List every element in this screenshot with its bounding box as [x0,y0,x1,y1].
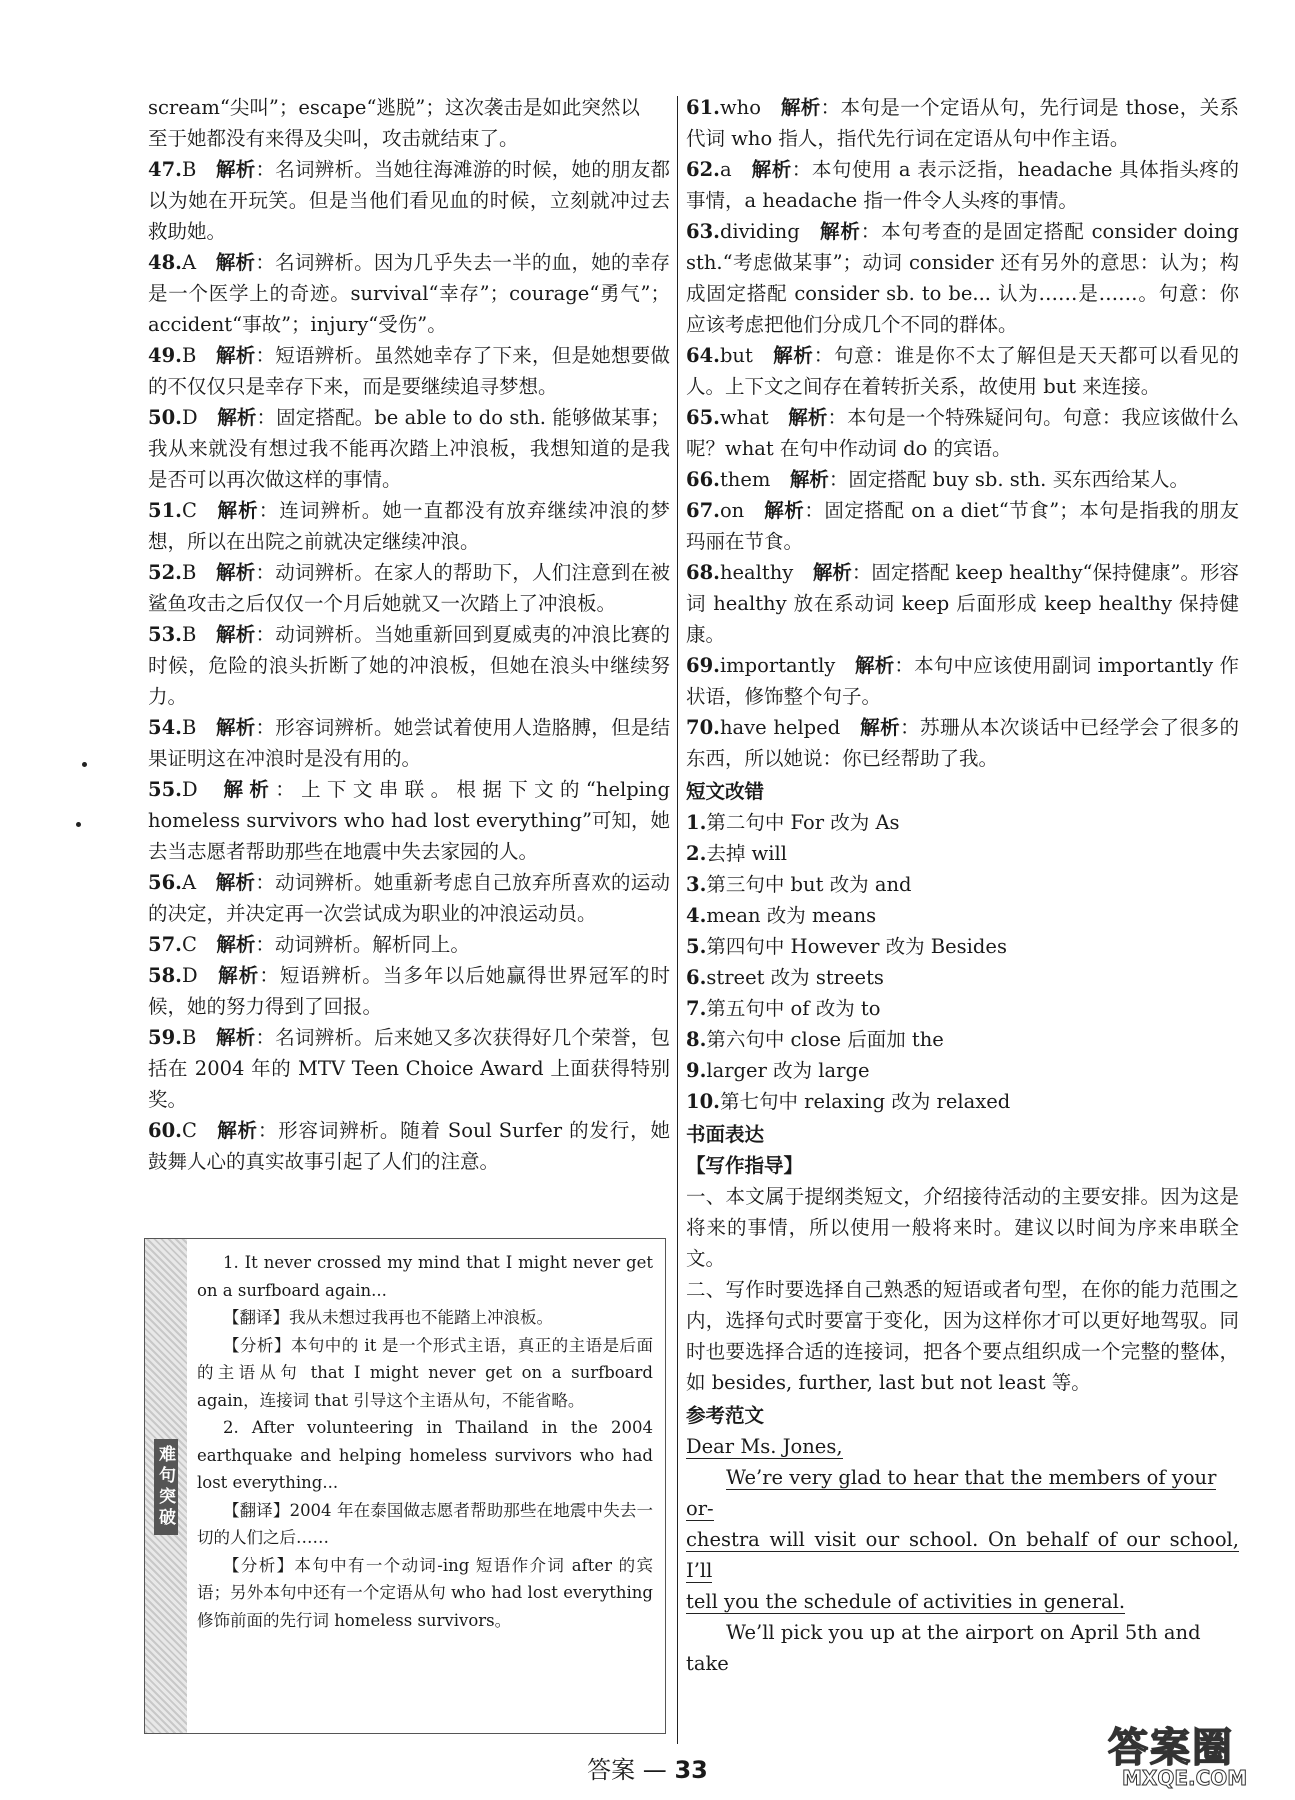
item-analysis-label: 解析 [763,499,805,522]
column-divider [677,96,678,1744]
answer-item [148,774,670,867]
right-column [686,92,1239,1679]
item-number: 62. [686,158,720,181]
correction-item [686,1024,1239,1055]
box-content [197,1249,653,1634]
correction-item [686,900,1239,931]
item-number: 55. [148,778,182,801]
box-sentence-2: 2. After volunteering in Thailand in the 2004 earthquake and helping homeless survivors who had lost everything... [197,1418,653,1492]
item-analysis-label: 解析 [215,561,256,584]
item-analysis-text: ：名词辨析。当她往海滩游的时候，她的朋友都以为她在开玩笑。但是当他们看见血的时候，立刻就冲过去救助她。 [148,158,670,243]
item-answer: healthy [719,561,794,584]
item-number: 64. [686,344,720,367]
item-analysis-label: 解析 [859,716,901,739]
answer-item [686,216,1239,340]
item-number: 52. [148,561,182,584]
item-analysis-text: ：上下文串联。根据下文的“helping homeless survivors who had lost everything”可知，她去当志愿者帮助那些在地震中失去家园的人。 [148,778,670,863]
item-analysis-text: ：名词辨析。后来她又多次获得好几个荣誉，包括在 2004 年的 MTV Teen Choice Award 上面获得特别奖。 [148,1026,670,1111]
answer-item [686,557,1239,650]
answer-item [686,154,1239,216]
correction-text: 第七句中 relaxing 改为 relaxed [719,1090,1011,1113]
correction-number: 9. [686,1059,707,1082]
item-answer: B [181,158,197,181]
box-translation-1: 【翻译】我从未想过我再也不能踏上冲浪板。 [223,1308,553,1327]
item-analysis-text: ：本句使用 a 表示泛指，headache 具体指头疼的事情，a headache 指一件令人头疼的事情。 [686,158,1239,212]
item-answer: C [181,1119,197,1142]
correction-text: street 改为 streets [706,966,884,989]
item-analysis-label: 解析 [217,778,276,801]
correction-item [686,807,1239,838]
left-answer-list [148,154,670,1177]
essay-line-text: chestra will visit our school. On behalf of our school, I’ll [686,1528,1239,1582]
page-footer [0,1750,1295,1785]
correction-item [686,993,1239,1024]
answer-item [148,929,670,960]
essay-line-text: tell you the schedule of activities in general. [686,1590,1126,1613]
essay-line [686,1524,1239,1586]
item-answer: B [181,344,197,367]
answer-item [148,557,670,619]
item-answer: a [719,158,732,181]
answer-item [148,712,670,774]
item-analysis-text: ：句意：谁是你不太了解但是天天都可以看见的人。上下文之间存在着转折关系，故使用 but 来连接。 [686,344,1239,398]
answer-item [686,464,1239,495]
answer-item [148,402,670,495]
item-analysis-text: ：本句是一个特殊疑问句。句意：我应该做什么呢？what 在句中作动词 do 的宾语。 [686,406,1239,460]
item-analysis-text: ：本句考查的是固定搭配 consider doing sth.“考虑做某事”；动词 consider 还有另外的意思：认为；构成固定搭配 consider sb. to be... 认为……是……。句意：你应该考虑把他们分成几个不同的群体。 [686,220,1239,336]
guide-paragraph: 一、本文属于提纲类短文，介绍接待活动的主要安排。因为这是将来的事情，所以使用一般将来时。建议以时间为序来串联全文。 [686,1185,1239,1270]
correction-number: 8. [686,1028,707,1051]
essay-line [686,1586,1239,1617]
item-number: 49. [148,344,182,367]
essay-line [686,1462,1239,1524]
item-analysis-text: ：动词辨析。当她重新回到夏威夷的冲浪比赛的时候，危险的浪头折断了她的冲浪板，但她在浪头中继续努力。 [148,623,670,708]
item-analysis-label: 解析 [789,468,829,491]
guide-tag: 【写作指导】 [686,1154,804,1177]
item-answer: on [719,499,745,522]
answer-item [686,402,1239,464]
correction-text: mean 改为 means [706,904,877,927]
box-label: 难句突破 [154,1439,178,1535]
item-answer: who [719,96,761,119]
item-answer: what [719,406,769,429]
item-analysis-label: 解析 [780,96,821,119]
item-answer: C [181,933,197,956]
answer-item [686,340,1239,402]
item-answer: D [181,964,198,987]
correction-number: 6. [686,966,707,989]
box-sentence-1: 1. It never crossed my mind that I might never get on a surfboard again... [197,1253,653,1300]
answer-item [148,619,670,712]
correction-text: 第二句中 For 改为 As [706,811,900,834]
correction-text: 第四句中 However 改为 Besides [706,935,1007,958]
margin-dot [82,762,87,767]
answer-item [686,92,1239,154]
item-number: 56. [148,871,182,894]
item-answer: have helped [719,716,841,739]
item-analysis-text: ：苏珊从本次谈话中已经学会了很多的东西，所以她说：你已经帮助了我。 [686,716,1239,770]
item-answer: B [181,716,197,739]
correction-number: 7. [686,997,707,1020]
item-number: 53. [148,623,182,646]
correction-number: 1. [686,811,707,834]
correction-text: larger 改为 large [706,1059,870,1082]
correction-number: 2. [686,842,707,865]
item-answer: B [181,623,197,646]
item-number: 66. [686,468,720,491]
item-analysis-text: ：连词辨析。她一直都没有放弃继续冲浪的梦想，所以在出院之前就决定继续冲浪。 [148,499,670,553]
item-analysis-label: 解析 [216,933,256,956]
item-number: 68. [686,561,720,584]
answer-item [148,154,670,247]
correction-number: 4. [686,904,707,927]
answer-item [686,712,1239,774]
item-analysis-label: 解析 [216,1119,258,1142]
intro-line: 至于她都没有来得及尖叫，攻击就结束了。 [148,127,519,150]
sample-title: 参考范文 [686,1404,765,1427]
correction-number: 5. [686,935,707,958]
item-analysis-label: 解析 [751,158,792,181]
item-number: 47. [148,158,182,181]
correction-title: 短文改错 [686,780,765,803]
item-answer: B [181,1026,197,1049]
item-analysis-label: 解析 [215,1026,256,1049]
box-analysis-1: 【分析】本句中的 it 是一个形式主语，真正的主语是后面的主语从句 that I might never get on a surfboard again，连接词 that 引导这个主语从句，不能省略。 [197,1335,653,1410]
item-analysis-text: ：动词辨析。解析同上。 [255,933,470,956]
answer-item [148,867,670,929]
item-analysis-text: ：名词辨析。因为几乎失去一半的血，她的幸存是一个医学上的奇迹。survival“幸存”；courage“勇气”；accident“事故”；injury“受伤”。 [148,251,670,336]
item-answer: D [181,406,198,429]
page-number: 33 [674,1756,708,1784]
item-analysis-text: ：固定搭配。be able to do sth. 能够做某事；我从来就没有想过我不能再次踏上冲浪板，我想知道的是我是否可以再次做这样的事情。 [148,406,670,491]
item-analysis-label: 解析 [217,406,257,429]
item-analysis-text: ：本句中应该使用副词 importantly 作状语，修饰整个句子。 [686,654,1239,708]
item-analysis-label: 解析 [215,623,256,646]
item-number: 65. [686,406,720,429]
watermark-url: MXQE.COM [1122,1766,1248,1790]
salutation-text: Dear Ms. Jones, [686,1435,843,1458]
item-analysis-label: 解析 [216,499,259,522]
item-analysis-label: 解析 [215,344,256,367]
item-answer: but [719,344,753,367]
item-number: 58. [148,964,182,987]
answer-item [148,1115,670,1177]
essay-last-line: We’ll pick you up at the airport on April 5th and take [686,1621,1201,1675]
answer-item [148,247,670,340]
item-number: 51. [148,499,182,522]
item-answer: A [181,251,197,274]
item-number: 57. [148,933,182,956]
footer-dash: — [642,1756,667,1784]
item-number: 48. [148,251,182,274]
margin-dot [76,822,81,827]
item-analysis-label: 解析 [217,964,260,987]
writing-title: 书面表达 [686,1123,765,1146]
item-analysis-text: ：形容词辨析。随着 Soul Surfer 的发行，她鼓舞人心的真实故事引起了人们的注意。 [148,1119,670,1173]
correction-item [686,962,1239,993]
item-analysis-label: 解析 [812,561,852,584]
box-translation-2: 【翻译】2004 年在泰国做志愿者帮助那些在地震中失去一切的人们之后…… [197,1500,653,1547]
watermark-logo [1108,1716,1278,1794]
item-number: 67. [686,499,720,522]
item-analysis-text: ：本句是一个定语从句，先行词是 those，关系代词 who 指人，指代先行词在定语从句中作主语。 [686,96,1239,150]
item-number: 63. [686,220,720,243]
left-column [148,92,670,1177]
item-number: 60. [148,1119,182,1142]
item-number: 69. [686,654,720,677]
right-answer-list [686,92,1239,774]
footer-label: 答案 [587,1756,636,1784]
box-analysis-2: 【分析】本句中有一个动词-ing 短语作介词 after 的宾语；另外本句中还有一个定语从句 who had lost everything 修饰前面的先行词 homeless survivors。 [197,1555,653,1630]
item-analysis-label: 解析 [215,716,256,739]
correction-text: 第五句中 of 改为 to [706,997,881,1020]
correction-item [686,931,1239,962]
correction-text: 第三句中 but 改为 and [706,873,912,896]
item-answer: C [181,499,197,522]
item-answer: B [181,561,197,584]
item-analysis-label: 解析 [772,344,814,367]
correction-text: 去掉 will [706,842,787,865]
item-analysis-label: 解析 [215,871,256,894]
correction-item [686,1086,1239,1117]
item-answer: D [181,778,198,801]
correction-text: 第六句中 close 后面加 the [706,1028,944,1051]
item-answer: A [181,871,197,894]
item-number: 61. [686,96,720,119]
difficult-sentence-box [144,1238,666,1734]
item-analysis-label: 解析 [215,158,256,181]
item-number: 50. [148,406,182,429]
correction-item [686,838,1239,869]
item-analysis-text: ：固定搭配 on a diet“节食”；本句是指我的朋友玛丽在节食。 [686,499,1239,553]
item-number: 70. [686,716,720,739]
intro-line: scream“尖叫”；escape“逃脱”；这次袭击是如此突然以 [148,96,640,119]
item-analysis-text: ：固定搭配 buy sb. sth. 买东西给某人。 [828,468,1190,491]
answer-item [148,1022,670,1115]
item-answer: dividing [719,220,800,243]
answer-item [686,495,1239,557]
item-analysis-text: ：动词辨析。在家人的帮助下，人们注意到在被鲨鱼攻击之后仅仅一个月后她就又一次踏上了冲浪板。 [148,561,670,615]
correction-number: 10. [686,1090,720,1113]
item-number: 54. [148,716,182,739]
item-analysis-text: ：固定搭配 keep healthy“保持健康”。形容词 healthy 放在系动词 keep 后面形成 keep healthy 保持健康。 [686,561,1239,646]
correction-list [686,807,1239,1117]
item-analysis-text: ：短语辨析。当多年以后她赢得世界冠军的时候，她的努力得到了回报。 [148,964,670,1018]
answer-item [686,650,1239,712]
correction-number: 3. [686,873,707,896]
item-analysis-label: 解析 [819,220,861,243]
watermark-text: 答案圈 [1108,1725,1234,1771]
item-analysis-label: 解析 [854,654,895,677]
answer-item [148,495,670,557]
salutation [686,1431,1239,1462]
item-answer: them [719,468,771,491]
item-number: 59. [148,1026,182,1049]
essay-line-text: We’re very glad to hear that the members of your or- [686,1466,1217,1520]
answer-item [148,960,670,1022]
correction-item [686,869,1239,900]
item-analysis-label: 解析 [788,406,828,429]
item-analysis-label: 解析 [215,251,256,274]
correction-item [686,1055,1239,1086]
guide-paragraph: 二、写作时要选择自己熟悉的短语或者句型，在你的能力范围之内，选择句式时要富于变化，因为这样你才可以更好地驾驭。同时也要选择合适的连接词，把各个要点组织成一个完整的整体，如 besides, further, last but not least 等。 [686,1278,1239,1394]
item-analysis-text: ：短语辨析。虽然她幸存了下来，但是她想要做的不仅仅只是幸存下来，而是要继续追寻梦想。 [148,344,670,398]
item-analysis-text: ：形容词辨析。她尝试着使用人造胳膊，但是结果证明这在冲浪时是没有用的。 [148,716,670,770]
answer-item [148,340,670,402]
item-analysis-text: ：动词辨析。她重新考虑自己放弃所喜欢的运动的决定，并决定再一次尝试成为职业的冲浪运动员。 [148,871,670,925]
item-answer: importantly [719,654,836,677]
